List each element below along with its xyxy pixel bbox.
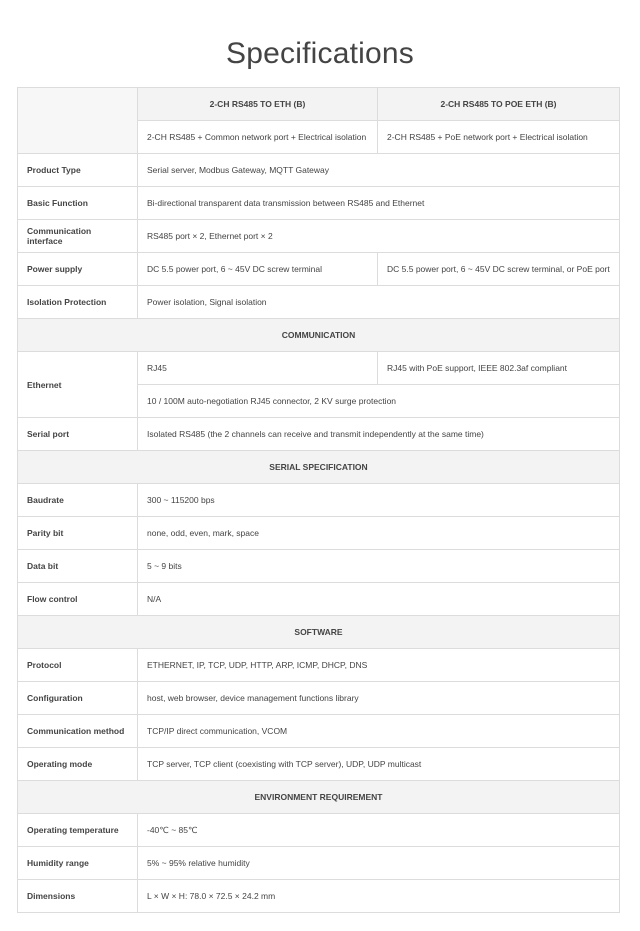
section-header-row (18, 616, 620, 649)
table-row (18, 220, 620, 253)
row-label: Power supply (18, 253, 138, 286)
row-value: L × W × H: 78.0 × 72.5 × 24.2 mm (138, 880, 620, 913)
row-value: ETHERNET, IP, TCP, UDP, HTTP, ARP, ICMP, DHCP, DNS (138, 649, 620, 682)
table-row (18, 649, 620, 682)
section-title: ENVIRONMENT REQUIREMENT (18, 781, 620, 814)
row-value: TCP/IP direct communication, VCOM (138, 715, 620, 748)
row-value: Bi-directional transparent data transmission between RS485 and Ethernet (138, 187, 620, 220)
table-row (18, 847, 620, 880)
row-value: 10 / 100M auto-negotiation RJ45 connector, 2 KV surge protection (138, 385, 620, 418)
table-row (18, 517, 620, 550)
row-label: Protocol (18, 649, 138, 682)
row-value: Isolated RS485 (the 2 channels can receive and transmit independently at the same time) (138, 418, 620, 451)
model-name-2: 2-CH RS485 TO POE ETH (B) (378, 88, 620, 121)
row-label: Ethernet (18, 352, 138, 418)
section-title: SOFTWARE (18, 616, 620, 649)
table-row (18, 583, 620, 616)
row-label: Isolation Protection (18, 286, 138, 319)
row-value: RJ45 (138, 352, 378, 385)
row-value: DC 5.5 power port, 6 ~ 45V DC screw terminal (138, 253, 378, 286)
row-value: DC 5.5 power port, 6 ~ 45V DC screw terminal, or PoE port (378, 253, 620, 286)
table-row (18, 550, 620, 583)
row-label: Parity bit (18, 517, 138, 550)
row-value: TCP server, TCP client (coexisting with TCP server), UDP, UDP multicast (138, 748, 620, 781)
table-row (18, 187, 620, 220)
section-title: COMMUNICATION (18, 319, 620, 352)
model-name-1: 2-CH RS485 TO ETH (B) (138, 88, 378, 121)
row-value: -40℃ ~ 85℃ (138, 814, 620, 847)
row-label: Data bit (18, 550, 138, 583)
table-row (18, 286, 620, 319)
row-value: N/A (138, 583, 620, 616)
model-desc-1: 2-CH RS485 + Common network port + Electrical isolation (138, 121, 378, 154)
corner-cell (18, 88, 138, 154)
row-label: Serial port (18, 418, 138, 451)
row-value: RJ45 with PoE support, IEEE 802.3af compliant (378, 352, 620, 385)
row-label: Dimensions (18, 880, 138, 913)
row-value: Serial server, Modbus Gateway, MQTT Gateway (138, 154, 620, 187)
table-row (18, 682, 620, 715)
row-label: Communication interface (18, 220, 138, 253)
row-label: Product Type (18, 154, 138, 187)
header-row (18, 88, 620, 121)
page-title: Specifications (226, 37, 414, 70)
row-label: Baudrate (18, 484, 138, 517)
row-label: Flow control (18, 583, 138, 616)
section-header-row (18, 781, 620, 814)
row-value: 5% ~ 95% relative humidity (138, 847, 620, 880)
row-label: Configuration (18, 682, 138, 715)
row-label: Operating mode (18, 748, 138, 781)
section-header-row (18, 319, 620, 352)
row-value: 300 ~ 115200 bps (138, 484, 620, 517)
section-title: SERIAL SPECIFICATION (18, 451, 620, 484)
row-label: Basic Function (18, 187, 138, 220)
row-value: 5 ~ 9 bits (138, 550, 620, 583)
table-row (18, 880, 620, 913)
model-desc-2: 2-CH RS485 + PoE network port + Electrical isolation (378, 121, 620, 154)
row-label: Communication method (18, 715, 138, 748)
table-row (18, 253, 620, 286)
row-value: RS485 port × 2, Ethernet port × 2 (138, 220, 620, 253)
table-row (18, 352, 620, 385)
table-row (18, 154, 620, 187)
spec-table (17, 87, 620, 913)
row-label: Humidity range (18, 847, 138, 880)
table-row (18, 418, 620, 451)
row-value: Power isolation, Signal isolation (138, 286, 620, 319)
row-value: host, web browser, device management functions library (138, 682, 620, 715)
table-row (18, 484, 620, 517)
row-value: none, odd, even, mark, space (138, 517, 620, 550)
table-row (18, 814, 620, 847)
table-row (18, 715, 620, 748)
section-header-row (18, 451, 620, 484)
table-row (18, 748, 620, 781)
row-label: Operating temperature (18, 814, 138, 847)
